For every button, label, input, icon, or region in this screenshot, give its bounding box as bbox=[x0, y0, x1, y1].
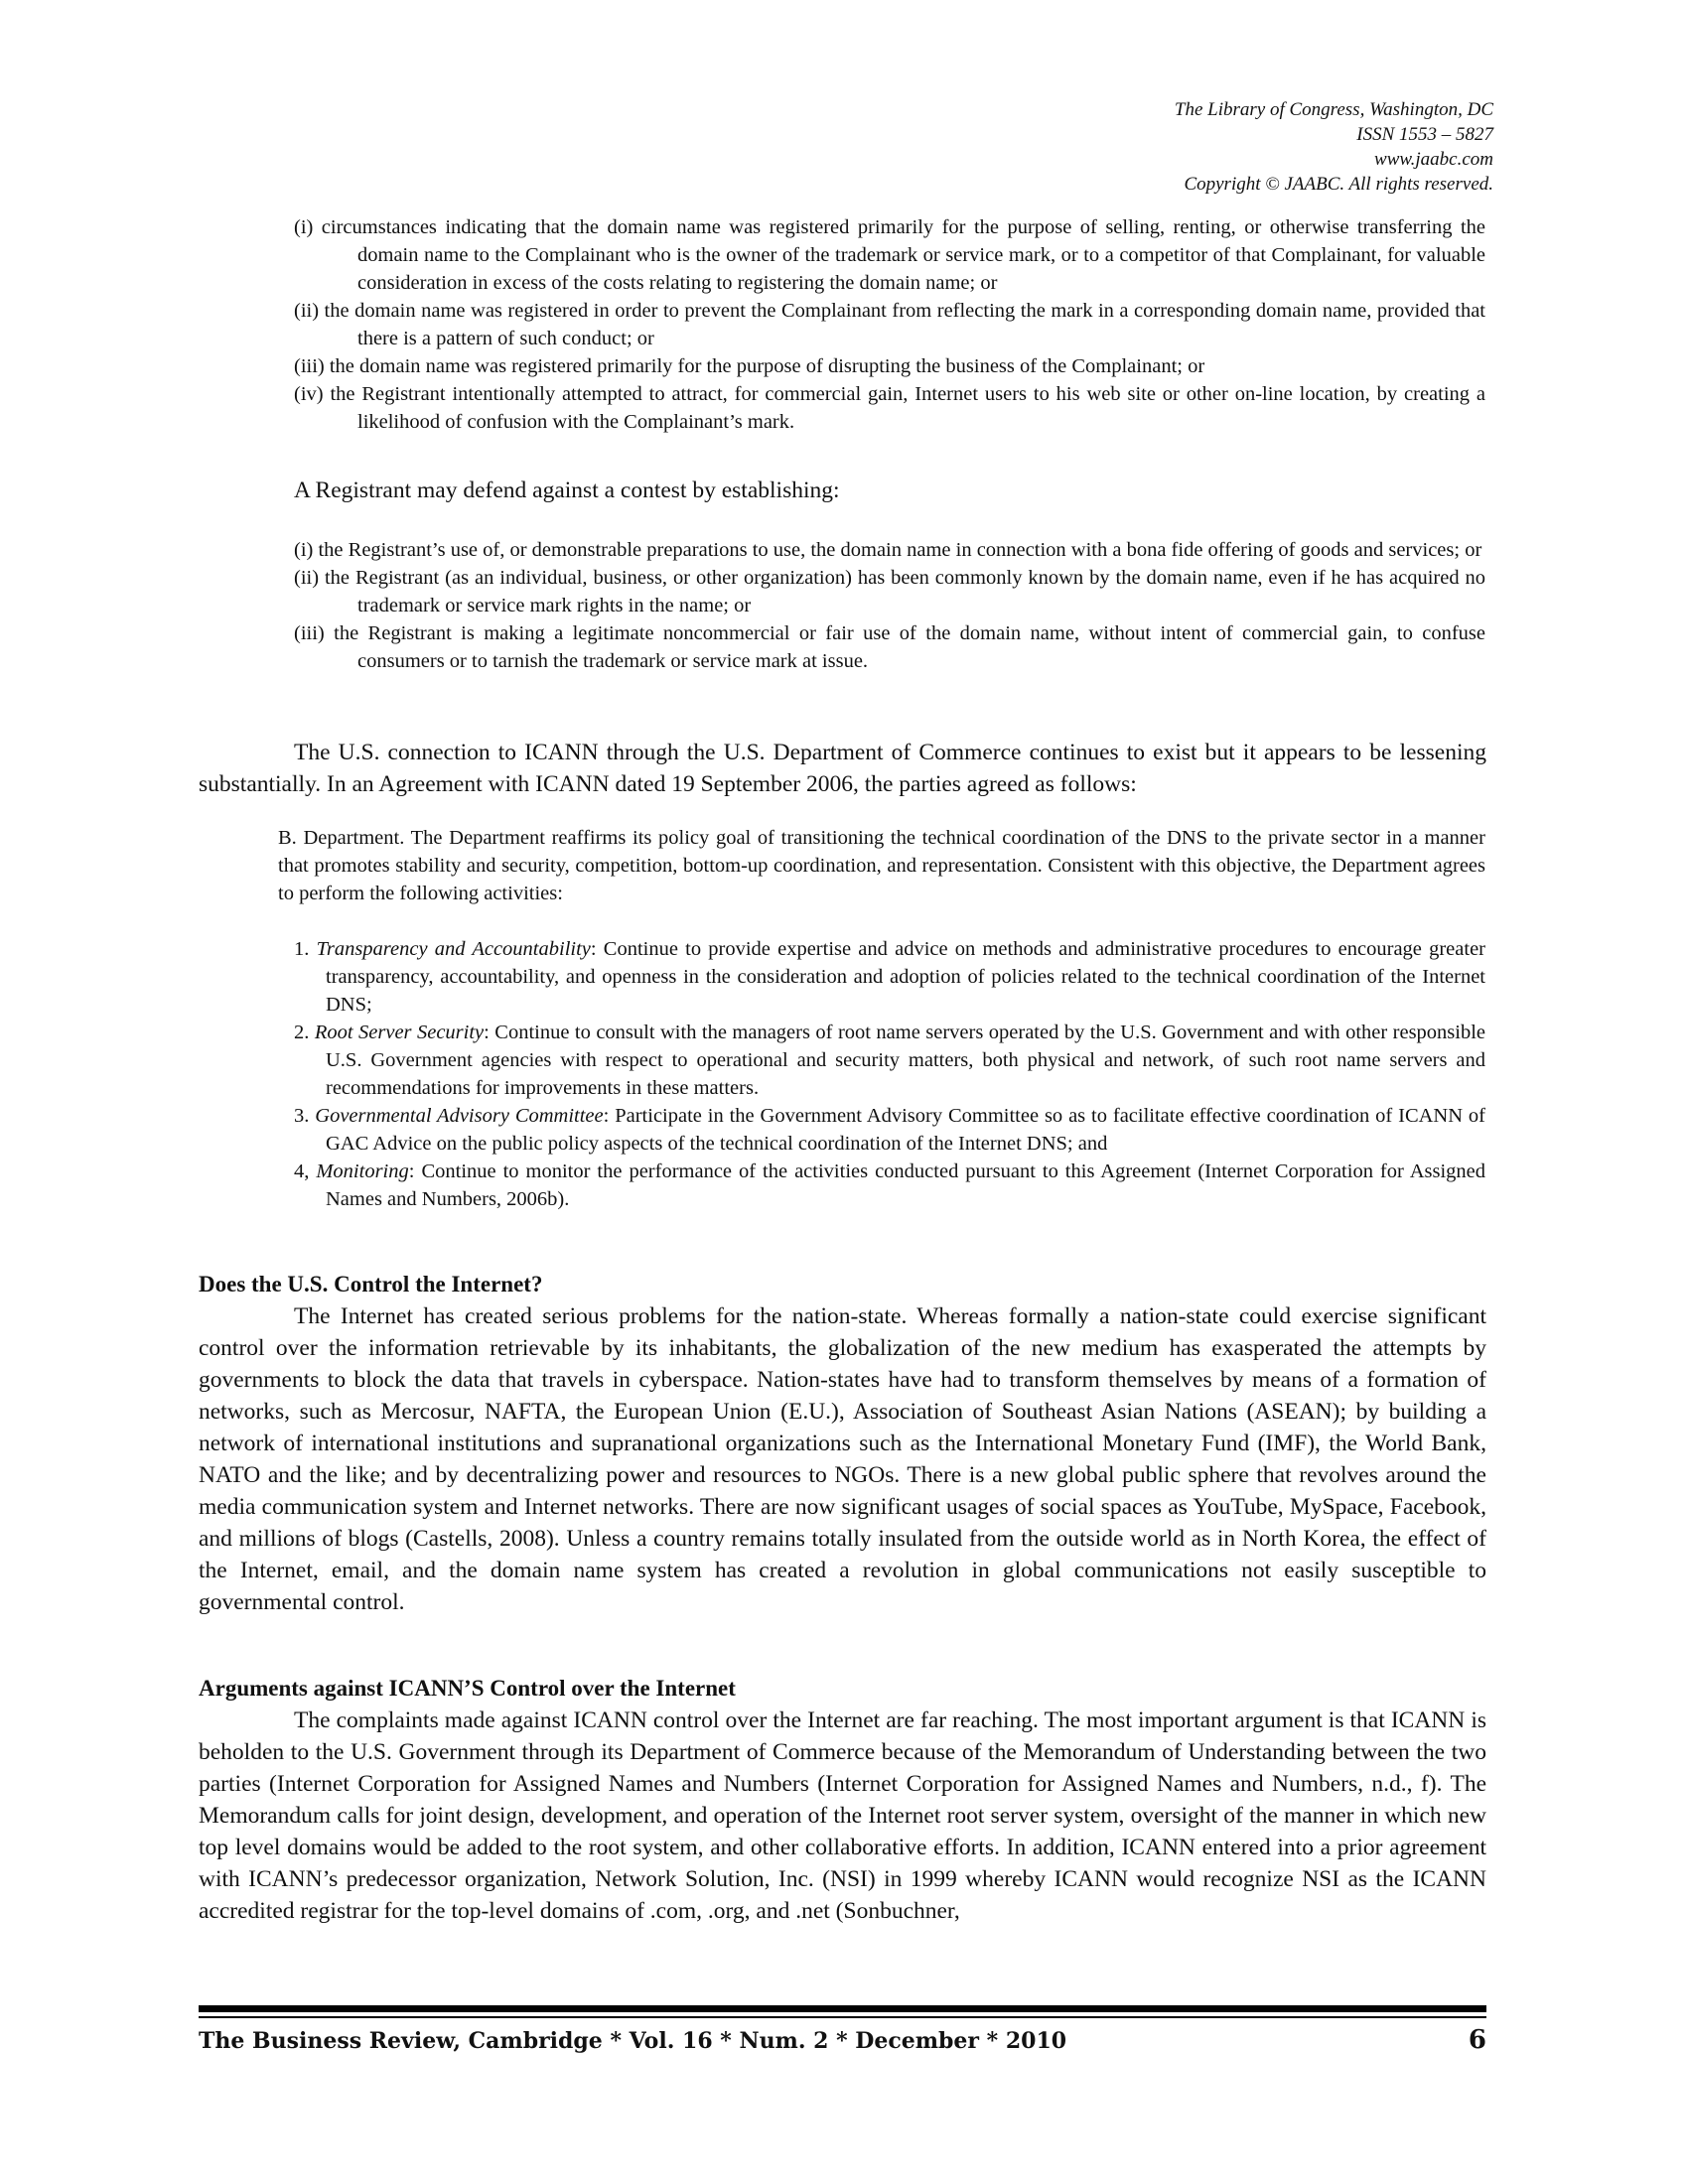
item-number: 1. bbox=[294, 938, 310, 960]
item-text: : Participate in the Government Advisory Committee so as to facilitate effective coordination of ICANN of GAC Advice on the public policy aspects of the technical coordination of the Internet DNS; and bbox=[326, 1105, 1486, 1155]
list-item bbox=[294, 935, 1485, 1019]
list-item: (ii) the domain name was registered in order to prevent the Complainant from reflecting the mark in a corresponding domain name, provided that there is a pattern of such conduct; or bbox=[294, 300, 1485, 349]
header-issn: ISSN 1553 – 5827 bbox=[1356, 124, 1493, 145]
page-header bbox=[1175, 97, 1493, 197]
list-item bbox=[294, 1019, 1485, 1102]
department-quote: B. Department. The Department reaffirms its policy goal of transitioning the technical coordination of the DNS to the private sector in a manner that promotes stability and security, competition, bottom-up coordination, and representation. Consistent with this objective, the Department agrees to perform the following activities: bbox=[278, 827, 1485, 904]
section-arguments bbox=[199, 1673, 1486, 1927]
footer-divider bbox=[199, 2016, 1486, 2018]
list-item: (i) the Registrant’s use of, or demonstrable preparations to use, the domain name in connection with a bona fide offering of goods and services; or bbox=[294, 539, 1482, 561]
item-text: : Continue to provide expertise and advice on methods and administrative procedures to encourage greater transparency, accountability, and openness in the consideration and adoption of policies related to the technical coordination of the Internet DNS; bbox=[326, 938, 1485, 1016]
header-copyright: Copyright © JAABC. All rights reserved. bbox=[1184, 174, 1493, 195]
activities-list bbox=[294, 935, 1485, 1213]
footer-divider bbox=[199, 2005, 1486, 2012]
us-connection-paragraph: The U.S. connection to ICANN through the U.S. Department of Commerce continues to exist but it appears to be lessening substantially. In an Agreement with ICANN dated 19 September 2006, the parties agreed as follows: bbox=[199, 740, 1486, 797]
list-item: (iii) the domain name was registered primarily for the purpose of disrupting the business of the Complainant; or bbox=[294, 355, 1205, 377]
list-item: (iii) the Registrant is making a legitimate noncommercial or fair use of the domain name, without intent of commercial gain, to confuse consumers or to tarnish the trademark or service mark at issue. bbox=[294, 622, 1485, 672]
list-item: (iv) the Registrant intentionally attempted to attract, for commercial gain, Internet users to his web site or other on-line location, by creating a likelihood of confusion with the Complainant’s mark. bbox=[294, 383, 1485, 433]
item-title: Root Server Security bbox=[314, 1022, 485, 1043]
section-body: The Internet has created serious problems for the nation-state. Whereas formally a nation-state could exercise significant control over the information retrievable by its inhabitants, the globalization of the new medium has exasperated the attempts by governments to block the data that travels in cyberspace. Nation-states have had to transform themselves by means of a formation of networks, such as Mercosur, NAFTA, the European Union (E.U.), Association of Southeast Asian Nations (ASEAN); by building a network of international institutions and supranational organizations such as the International Monetary Fund (IMF), the World Bank, NATO and the like; and by decentralizing power and resources to NGOs. There is a new global public sphere that revolves around the media communication system and Internet networks. There are now significant usages of social spaces as YouTube, MySpace, Facebook, and millions of blogs (Castells, 2008). Unless a country remains totally insulated from the outside world as in North Korea, the effect of the Internet, email, and the domain name system has created a revolution in global communications not easily susceptible to governmental control. bbox=[199, 1303, 1486, 1615]
item-title: Transparency and Accountability bbox=[316, 938, 591, 960]
page-number: 6 bbox=[1468, 2025, 1486, 2055]
list-item: (ii) the Registrant (as an individual, business, or other organization) has been commonly known by the domain name, even if he has acquired no trademark or service mark rights in the name; or bbox=[294, 567, 1485, 616]
section-heading: Does the U.S. Control the Internet? bbox=[199, 1272, 543, 1297]
defenses-list bbox=[294, 536, 1485, 675]
item-number: 4, bbox=[294, 1160, 310, 1182]
section-body: The complaints made against ICANN control over the Internet are far reaching. The most important argument is that ICANN is beholden to the U.S. Government through its Department of Commerce because of the Memorandum of Understanding between the two parties (Internet Corporation for Assigned Names and Numbers (Internet Corporation for Assigned Names and Numbers, n.d., f). The Memorandum calls for joint design, development, and operation of the Internet root server system, oversight of the manner in which new top level domains would be added to the root system, and other collaborative efforts. In addition, ICANN entered into a prior agreement with ICANN’s predecessor organization, Network Solution, Inc. (NSI) in 1999 whereby ICANN would recognize NSI as the ICANN accredited registrar for the top-level domains of .com, .org, and .net (Sonbuchner, bbox=[199, 1707, 1486, 1924]
defend-intro-paragraph: A Registrant may defend against a contest by establishing: bbox=[294, 478, 840, 503]
item-number: 3. bbox=[294, 1105, 310, 1127]
header-website: www.jaabc.com bbox=[1374, 149, 1493, 170]
list-item bbox=[294, 1102, 1485, 1158]
item-title: Governmental Advisory Committee bbox=[315, 1105, 604, 1127]
section-heading: Arguments against ICANN’S Control over the Internet bbox=[199, 1676, 736, 1701]
item-text: : Continue to consult with the managers of root name servers operated by the U.S. Government and with other responsible U.S. Government agencies with respect to operational and security matters, both physical and network, of such root name servers and recommendations for improvements in these matters. bbox=[326, 1022, 1486, 1099]
item-text: : Continue to monitor the performance of the activities conducted pursuant to this Agreement (Internet Corporation for Assigned Names and Numbers, 2006b). bbox=[326, 1160, 1485, 1210]
item-number: 2. bbox=[294, 1022, 310, 1043]
list-item: (i) circumstances indicating that the domain name was registered primarily for the purpose of selling, renting, or otherwise transferring the domain name to the Complainant who is the owner of the trademark or service mark, or to a competitor of that Complainant, for valuable consideration in excess of the costs relating to registering the domain name; or bbox=[294, 216, 1485, 294]
registrant-conditions-list bbox=[294, 213, 1485, 436]
footer-journal-citation: The Business Review, Cambridge * Vol. 16 * Num. 2 * December * 2010 bbox=[199, 2028, 1067, 2054]
list-item bbox=[294, 1158, 1485, 1213]
section-us-control bbox=[199, 1269, 1486, 1618]
header-library: The Library of Congress, Washington, DC bbox=[1174, 99, 1493, 120]
item-title: Monitoring bbox=[316, 1160, 409, 1182]
